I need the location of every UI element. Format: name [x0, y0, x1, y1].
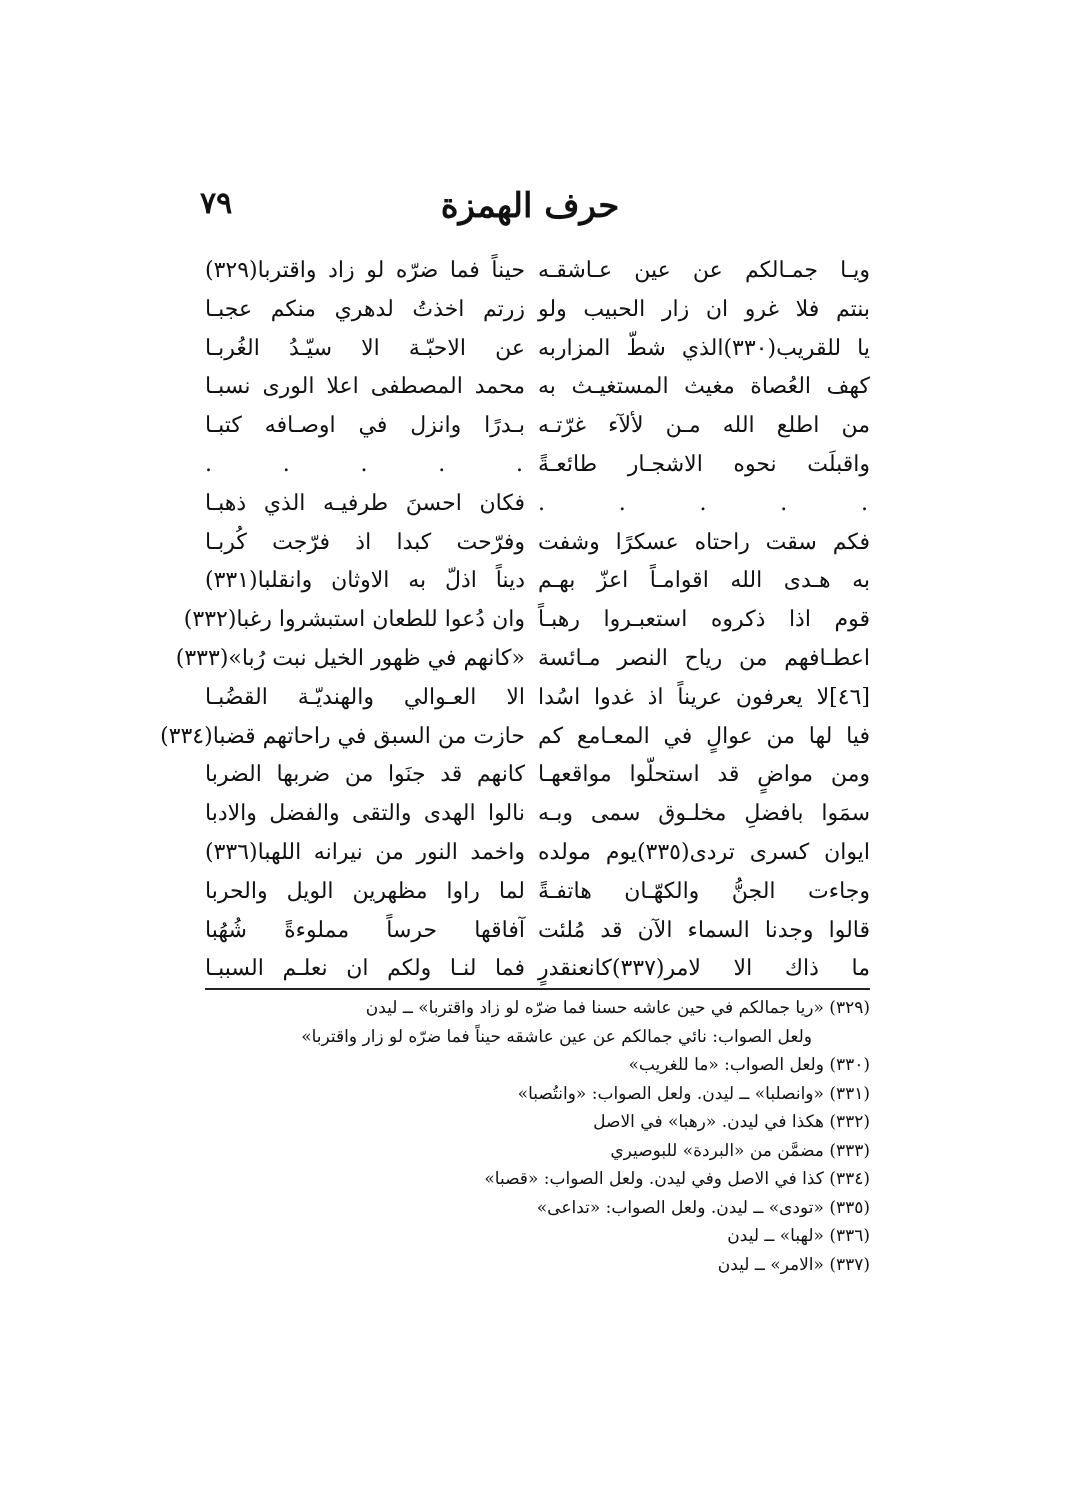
- footnote: (٣٣٠) ولعل الصواب: «ما للغريب»: [628, 1055, 870, 1075]
- verse-line: من اطلع الله مـن لألآء غرّتـه: [538, 413, 870, 439]
- footnote: (٣٣٣) مضمَّن من «البردة» للبوصيري: [610, 1140, 870, 1161]
- footnote: (٣٢٩) «ريا جمالكم في حين عاشه حسنا فما ضرّه لو زاد واقتربا» ــ ليدن: [365, 998, 870, 1018]
- page-title: حرف الهمزة: [440, 186, 620, 226]
- ellipsis-separator: . . . . .: [538, 490, 870, 516]
- footnote: (٣٣١) «وانصلبا» ــ ليدن. ولعل الصواب: «وانتُصبا»: [517, 1083, 870, 1104]
- verse-line: [٤٦]لا يعرفون عريناً اذ غدوا اسُدا: [538, 684, 870, 710]
- verse-line: بـدرًا وانزل في اوصـافه كتبـا: [205, 413, 525, 439]
- verse-column-right: [538, 252, 870, 989]
- verse-line: آفاقها حرساً مملوءةً شُهُبا: [205, 917, 525, 943]
- footnote: (٣٣٥) «تودى» ــ ليدن. ولعل الصواب: «تداعى»: [536, 1197, 870, 1218]
- footnote-continuation: ولعل الصواب: نائي جمالكم عن عين عاشقه حيناً فما ضرّه لو زار واقتربا»: [301, 1026, 812, 1047]
- verse-line: ما ذاك الا لامر(٣٣٧)كانعنقدرٍ: [538, 956, 870, 982]
- footnote: (٣٣٤) كذا في الاصل وفي ليدن. ولعل الصواب: «قصبا»: [484, 1169, 870, 1189]
- footnotes: [205, 994, 870, 1279]
- verse-line: فكان احسنَ طرفيـه الذي ذهبـا: [205, 490, 525, 516]
- verse-line: به هـدى الله اقوامـاً اعزّ بهـم: [538, 568, 870, 594]
- verse-line: ويـا جمـالكم عن عين عـاشقـه: [538, 258, 870, 283]
- verse-line: زرتم اخذتُ لدهري منكم عجبـا: [205, 296, 525, 322]
- verse-line: ومن مواضٍ قد استحلّوا مواقعهـا: [538, 762, 870, 788]
- verse-line: حازت من السبق في راحاتهم قضبا(٣٣٤): [160, 723, 525, 749]
- verse-line: كانهم قد جنَوا من ضربها الضربا: [205, 762, 525, 788]
- ellipsis-separator: . . . . .: [205, 451, 525, 477]
- verse-line: قالوا وجدنا السماء الآن قد مُلئت: [538, 917, 870, 943]
- verse-line: حيناً فما ضرّه لو زاد واقتربا(٣٢٩): [205, 258, 525, 283]
- verse-line: محمد المصطفى اعلا الورى نسبـا: [205, 374, 525, 400]
- verse-line: لما راوا مظهرين الويل والحربا: [205, 878, 525, 904]
- verse-line: بنتم فلا غرو ان زار الحبيب ولو: [538, 296, 870, 322]
- verse-line: عن الاحبّـة الا سيّـدُ الغُربـا: [205, 335, 525, 361]
- verse-line: قوم اذا ذكروه استعبـروا رهبـاً: [538, 607, 870, 633]
- verse-line: فيا لها من عوالٍ في المعـامع كم: [538, 723, 870, 749]
- verse-line: نالوا الهدى والتقى والفضل والادبا: [205, 801, 525, 827]
- verse-line: واخمد النور من نيرانه اللهبا(٣٣٦): [205, 839, 525, 865]
- verse-line: وفرّحت كبدا اذ فرّجت كُربـا: [205, 529, 525, 555]
- verse-line: ايوان كسرى تردى(٣٣٥)يوم مولده: [538, 839, 870, 865]
- footnote: (٣٣٢) هكذا في ليدن. «رهبا» في الاصل: [593, 1112, 870, 1132]
- verse-line: فكم سقت راحتاه عسكرًا وشفت: [538, 529, 870, 555]
- verse-line: يا للقريب(٣٣٠)الذي شطّ المزاربه: [538, 335, 871, 361]
- verse-line: واقبلَت نحوه الاشجـار طائعـةً: [538, 451, 870, 477]
- footnote-divider: [205, 988, 870, 990]
- page-number: ٧٩: [200, 186, 233, 221]
- verse-column-left: [160, 252, 525, 989]
- verse-line: كهف العُصاة مغيث المستغيـث به: [538, 374, 870, 400]
- footnote: (٣٣٧) «الامر» ــ ليدن: [717, 1254, 870, 1275]
- verse-line: اعطـافهم من رياح النصر مـائسة: [538, 645, 870, 671]
- footnote: (٣٣٦) «لهبا» ــ ليدن: [727, 1226, 870, 1246]
- verse-line: وجاءت الجنُّ والكهّـان هاتفـةً: [538, 878, 870, 904]
- verse-line: وان دُعوا للطعان استبشروا رغبا(٣٣٢): [183, 607, 525, 633]
- verse-line: الا العـوالي والهنديّـة القضُبـا: [205, 684, 525, 710]
- verse-line: «كانهم في ظهور الخيل نبت رُبا»(٣٣٣): [175, 645, 525, 671]
- verse-line: ديناً اذلّ به الاوثان وانقلبا(٣٣١): [205, 568, 525, 594]
- verse-line: سمَوا بافضلِ مخلـوق سمى وبـه: [538, 801, 870, 827]
- verse-line: فما لنـا ولكم ان نعلـم السببـا: [205, 956, 525, 982]
